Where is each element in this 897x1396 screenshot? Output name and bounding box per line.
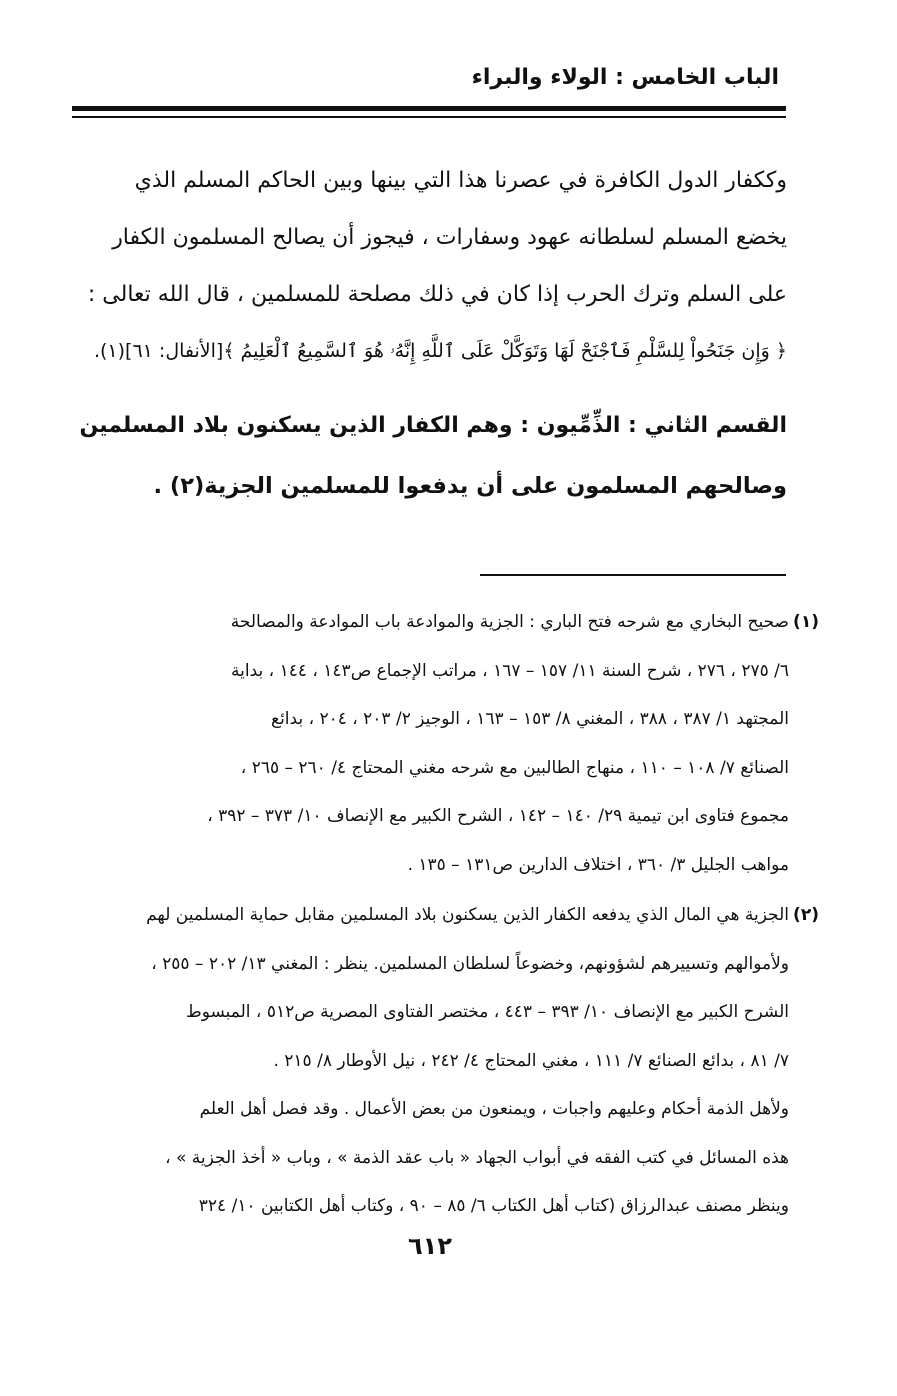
footnote-2 [77, 891, 819, 1231]
footnote-line: صحيح البخاري مع شرحه فتح الباري : الجزية والموادعة باب الموادعة والمصالحة [230, 612, 789, 632]
footnotes [77, 598, 819, 1231]
body-line: على السلم وترك الحرب إذا كان في ذلك مصلحة للمسلمين ، قال الله تعالى : [87, 282, 787, 307]
footnote-line: الشرح الكبير مع الإنصاف ١٠/ ٣٩٣ – ٤٤٣ ، مختصر الفتاوى المصرية ص٥١٢ ، المبسوط [185, 1002, 789, 1022]
body-line: وصالحهم المسلمون على أن يدفعوا للمسلمين الجزية(٢) . [153, 473, 787, 499]
footnote-line: ولأهل الذمة أحكام وعليهم واجبات ، ويمنعون من بعض الأعمال . وقد فصل أهل العلم [199, 1099, 789, 1119]
footnote-marker: (٢) [793, 905, 819, 925]
footnote-line: ولأموالهم وتسييرهم لشؤونهم، وخضوعاً لسلطان المسلمين. ينظر : المغني ١٣/ ٢٠٢ – ٢٥٥ ، [151, 953, 789, 974]
body-paragraph-2 [77, 396, 787, 516]
body-line: القسم الثاني : الذِّمِّيون : وهم الكفار الذين يسكنون بلاد المسلمين [79, 413, 787, 438]
header-rule-thin [72, 116, 786, 118]
footnote-marker: (١) [793, 612, 819, 632]
footnote-line: ٦/ ٢٧٥ ، ٢٧٦ ، شرح السنة ١١/ ١٥٧ – ١٦٧ ، مراتب الإجماع ص١٤٣ ، ١٤٤ ، بداية [231, 660, 789, 681]
footnote-line: وينظر مصنف عبدالرزاق (كتاب أهل الكتاب ٦/ ٨٥ – ٩٠ ، وكتاب أهل الكتابين ١٠/ ٣٢٤ [198, 1196, 789, 1216]
page-number: ٦١٢ [408, 1232, 452, 1260]
body-line: يخضع المسلم لسلطانه عهود وسفارات ، فيجوز أن يصالح المسلمون الكفار [112, 225, 787, 250]
quran-verse: ﴿ وَإِن جَنَحُواْ لِلسَّلْمِ فَٱجْنَحْ لَهَا وَتَوَكَّلْ عَلَى ٱللَّهِ إِنَّهُۥ هُوَ ٱلسَّمِيعُ ٱلْعَلِيمُ ﴾[الأنفال: ٦١](١). [93, 340, 787, 362]
body-paragraph-1 [77, 152, 787, 380]
footnote-line: الجزية هي المال الذي يدفعه الكفار الذين يسكنون بلاد المسلمين مقابل حماية المسلمين لهم [146, 905, 789, 925]
body-line: وككفار الدول الكافرة في عصرنا هذا التي بينها وبين الحاكم المسلم الذي [134, 168, 787, 193]
header-rule-thick [72, 106, 786, 111]
running-header: الباب الخامس : الولاء والبراء [471, 65, 779, 90]
footnote-line: المجتهد ١/ ٣٨٧ ، ٣٨٨ ، المغني ٨/ ١٥٣ – ١٦٣ ، الوجيز ٢/ ٢٠٣ ، ٢٠٤ ، بدائع [271, 709, 789, 729]
footnote-line: مواهب الجليل ٣/ ٣٦٠ ، اختلاف الدارين ص١٣١ – ١٣٥ . [407, 854, 789, 875]
footnote-line: الصنائع ٧/ ١٠٨ – ١١٠ ، منهاج الطالبين مع شرحه مغني المحتاج ٤/ ٢٦٠ – ٢٦٥ ، [240, 757, 789, 778]
footnote-line: ٧/ ٨١ ، بدائع الصنائع ٧/ ١١١ ، مغني المحتاج ٤/ ٢٤٢ ، نيل الأوطار ٨/ ٢١٥ . [273, 1050, 789, 1071]
footnote-separator [480, 574, 786, 576]
footnote-line: مجموع فتاوى ابن تيمية ٢٩/ ١٤٠ – ١٤٢ ، الشرح الكبير مع الإنصاف ١٠/ ٣٧٣ – ٣٩٢ ، [207, 806, 789, 826]
footnote-line: هذه المسائل في كتب الفقه في أبواب الجهاد « باب عقد الذمة » ، وباب « أخذ الجزية » ، [165, 1147, 789, 1168]
footnote-1 [77, 598, 819, 889]
